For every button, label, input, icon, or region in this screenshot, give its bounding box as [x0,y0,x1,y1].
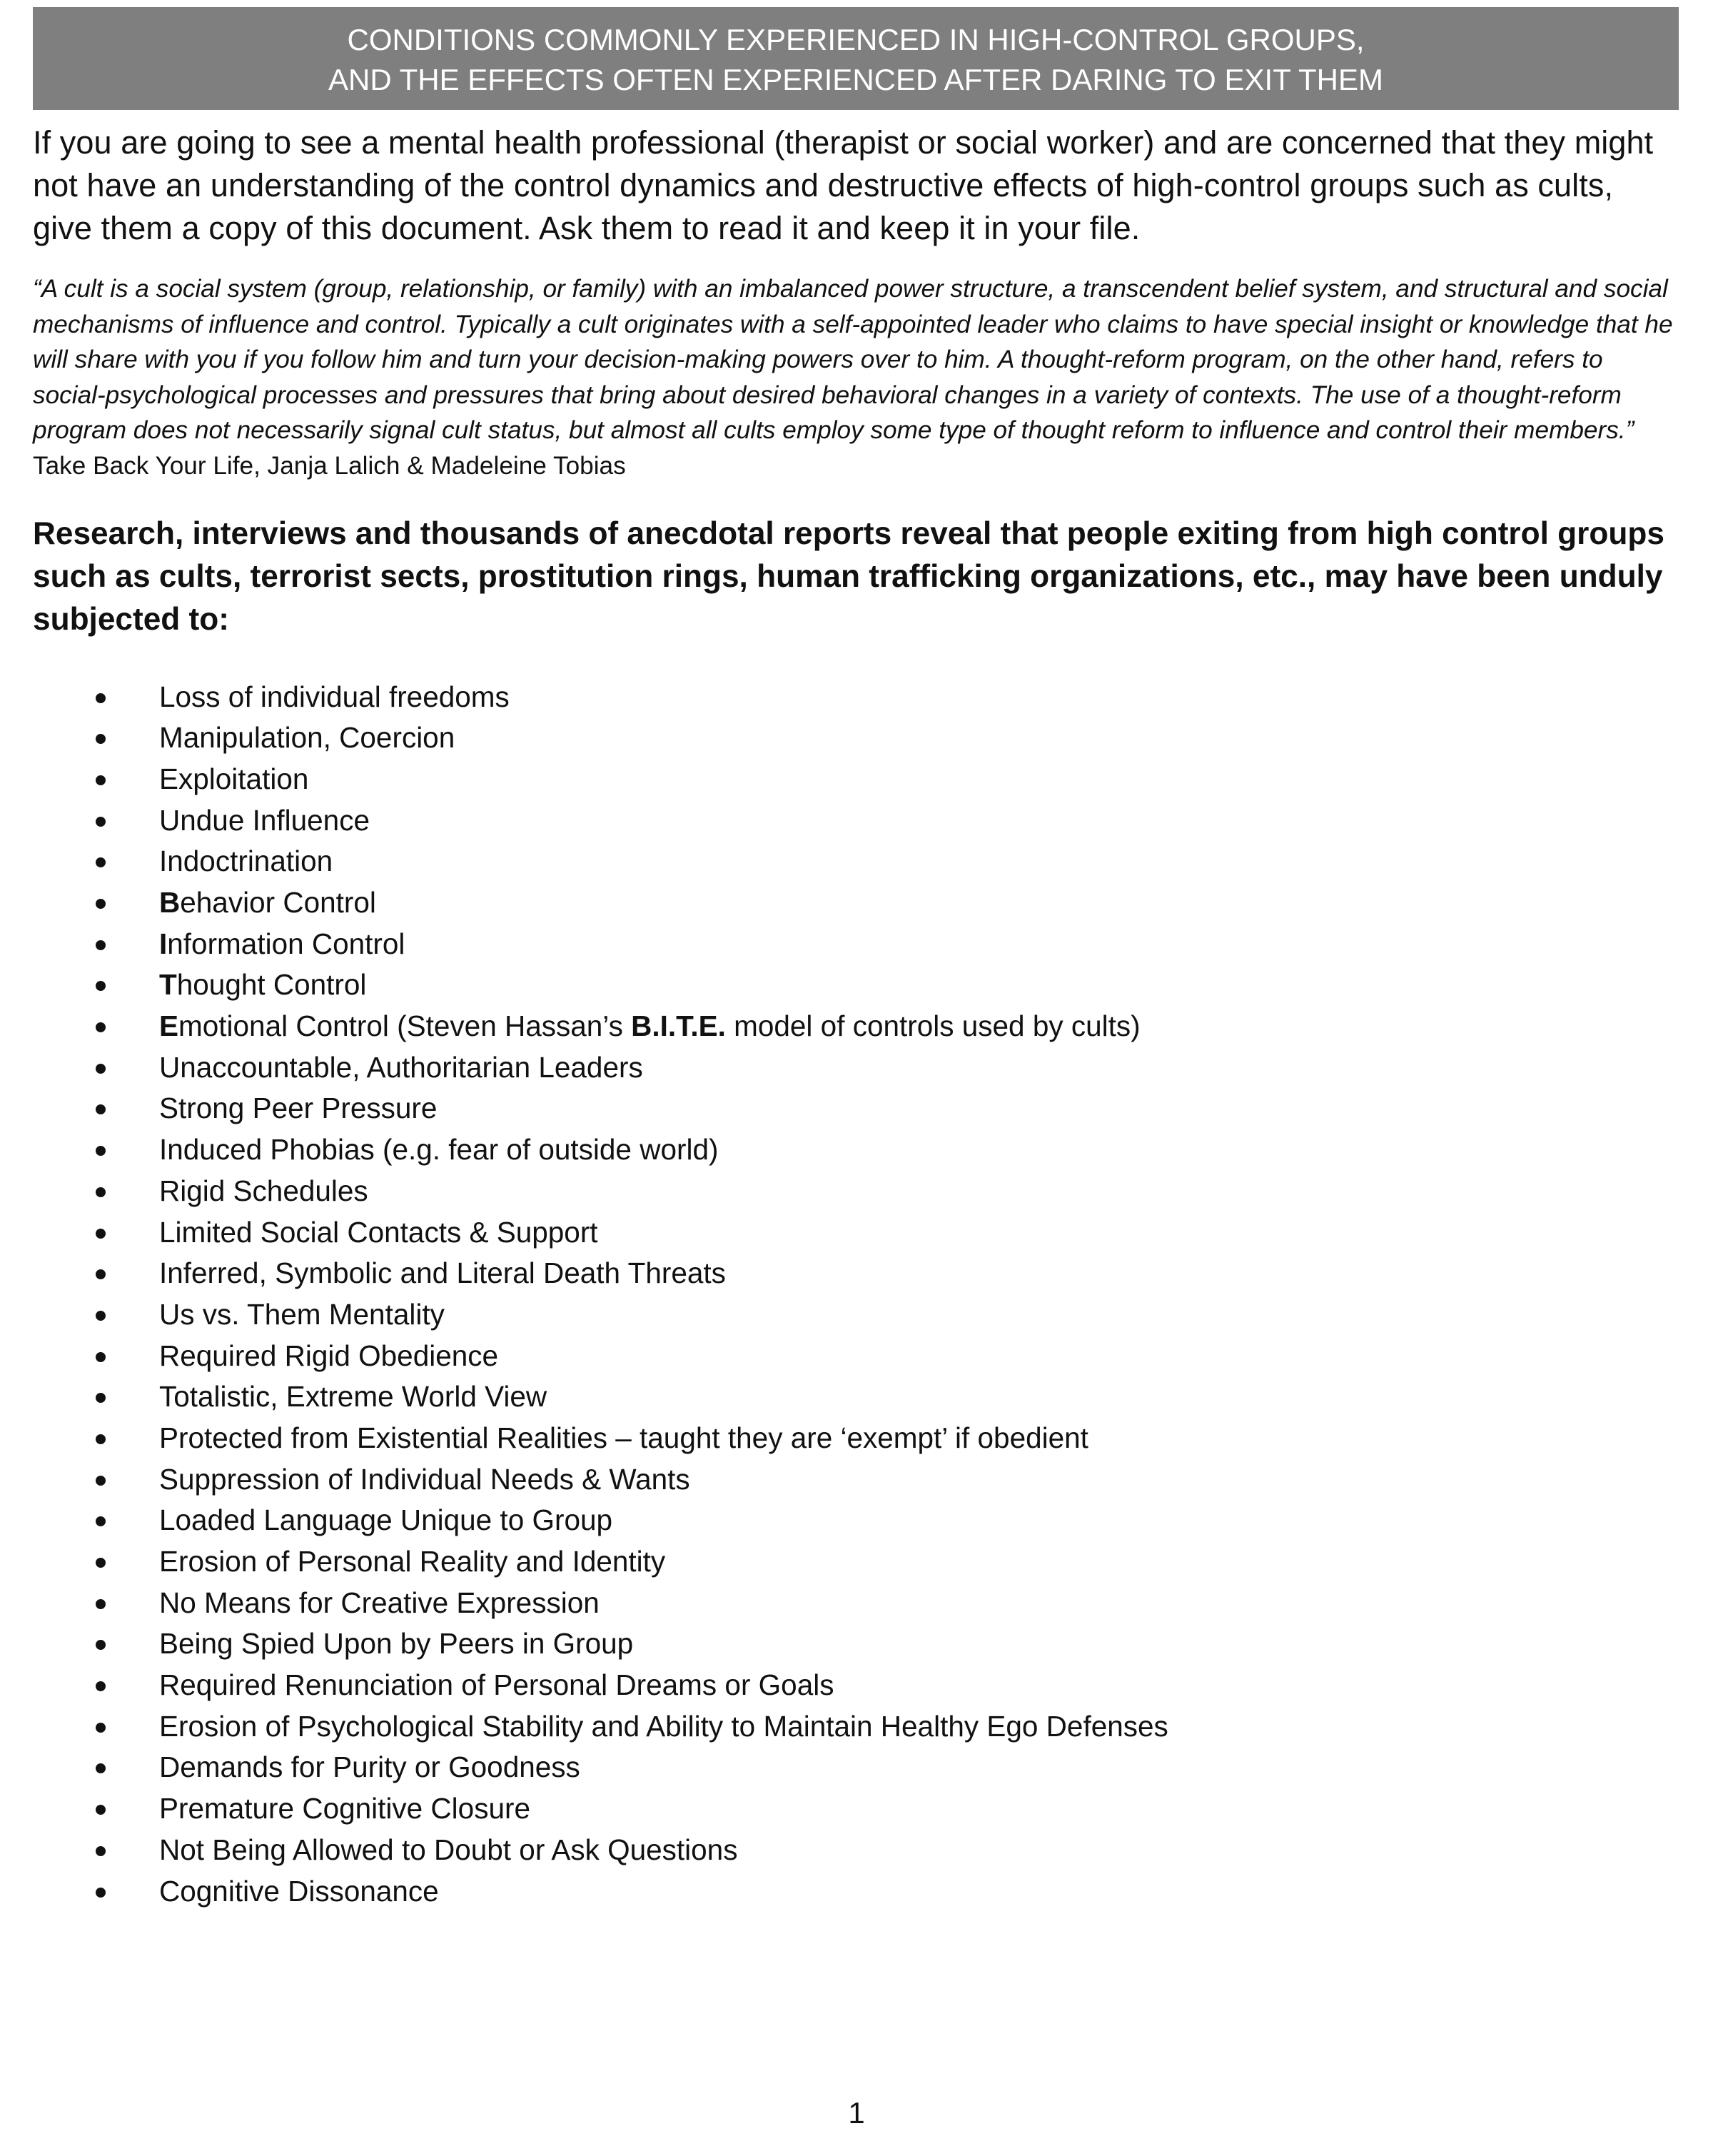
bullet-icon [96,1763,106,1773]
list-item-behavior-control: Behavior Control [33,882,1679,924]
list-item-emotional-control: Emotional Control (Steven Hassan’s B.I.T.E. model of controls used by cults) [33,1006,1679,1047]
bullet-icon [96,1599,106,1609]
list-item: Manipulation, Coercion [33,717,1679,759]
bullet-icon [96,899,106,909]
conditions-list [33,677,1679,1913]
bullet-icon [96,1022,106,1032]
list-item: Required Renunciation of Personal Dreams or Goals [33,1665,1679,1706]
cult-definition-quote [33,271,1679,484]
list-item: Inferred, Symbolic and Literal Death Threats [33,1253,1679,1294]
list-item: Induced Phobias (e.g. fear of outside world) [33,1129,1679,1171]
bullet-icon [96,775,106,785]
list-item: Undue Influence [33,800,1679,842]
bullet-icon [96,1805,106,1815]
bullet-icon [96,1393,106,1403]
intro-paragraph: If you are going to see a mental health professional (therapist or social worker) and are concerned that they might not have an understanding of the control dynamics and destructive effects of high-control groups such as cults, give them a copy of this document. Ask them to read it and keep it in your file. [33,124,1654,246]
list-item: Us vs. Them Mentality [33,1294,1679,1336]
bullet-icon [96,1064,106,1074]
bullet-icon [96,1352,106,1362]
bullet-icon [96,1229,106,1239]
list-item: Indoctrination [33,841,1679,882]
list-item: Totalistic, Extreme World View [33,1376,1679,1418]
list-item: Unaccountable, Authoritarian Leaders [33,1047,1679,1089]
page-number: 1 [848,2096,865,2130]
list-item: Strong Peer Pressure [33,1088,1679,1129]
list-item: Premature Cognitive Closure [33,1788,1679,1830]
bullet-icon [96,1723,106,1733]
list-item: Rigid Schedules [33,1171,1679,1212]
title-line-1: CONDITIONS COMMONLY EXPERIENCED IN HIGH-CONTROL GROUPS, [347,23,1365,56]
list-item: Exploitation [33,759,1679,800]
list-item: Limited Social Contacts & Support [33,1212,1679,1254]
title-line-2: AND THE EFFECTS OFTEN EXPERIENCED AFTER DARING TO EXIT THEM [328,63,1383,96]
bullet-icon [96,817,106,827]
list-item: Erosion of Personal Reality and Identity [33,1541,1679,1583]
list-item: Loaded Language Unique to Group [33,1500,1679,1541]
title-banner [33,7,1679,110]
list-item: Demands for Purity or Goodness [33,1747,1679,1788]
quote-source: Take Back Your Life, Janja Lalich & Madeleine Tobias [33,451,626,480]
list-item: No Means for Creative Expression [33,1583,1679,1624]
bullet-icon [96,693,106,703]
bullet-icon [96,1516,106,1526]
bullet-icon [96,1888,106,1898]
bullet-icon [96,1846,106,1856]
list-item: Protected from Existential Realities – taught they are ‘exempt’ if obedient [33,1418,1679,1459]
bullet-icon [96,1187,106,1197]
bullet-icon [96,940,106,950]
bullet-icon [96,1269,106,1279]
bullet-icon [96,1311,106,1321]
document-page [33,7,1679,1912]
list-item-information-control: Information Control [33,924,1679,965]
list-item: Not Being Allowed to Doubt or Ask Questions [33,1830,1679,1871]
list-item: Cognitive Dissonance [33,1871,1679,1913]
list-item-thought-control: Thought Control [33,964,1679,1006]
bullet-icon [96,1434,106,1444]
list-item: Loss of individual freedoms [33,677,1679,718]
list-item: Erosion of Psychological Stability and Ability to Maintain Healthy Ego Defenses [33,1706,1679,1748]
bullet-icon [96,1681,106,1691]
bullet-icon [96,981,106,991]
bullet-icon [96,1146,106,1156]
bullet-icon [96,1104,106,1114]
list-item: Being Spied Upon by Peers in Group [33,1623,1679,1665]
bullet-icon [96,1476,106,1486]
bullet-icon [96,857,106,867]
bullet-icon [96,1640,106,1650]
bullet-icon [96,1558,106,1568]
quote-text: “A cult is a social system (group, relationship, or family) with an imbalanced power structure, a transcendent belief system, and structural and social mechanisms of influence and control. Typically a cult originates with a self-appointed leader who claims to have special insight or knowledge that he will share with you if you follow him and turn your decision-making powers over to him. A thought-reform program, on the other hand, refers to social-psychological processes and pressures that bring about desired behavioral changes in a variety of contexts. The use of a thought-reform program does not necessarily signal cult status, but almost all cults employ some type of thought reform to influence and control their members.” [33,275,1673,445]
list-item: Required Rigid Obedience [33,1336,1679,1377]
research-statement: Research, interviews and thousands of anecdotal reports reveal that people exiting from high control groups such as cults, terrorist sects, prostitution rings, human trafficking organizations, etc., may have been unduly subjected to: [33,515,1664,637]
list-item: Suppression of Individual Needs & Wants [33,1459,1679,1501]
bullet-icon [96,734,106,744]
